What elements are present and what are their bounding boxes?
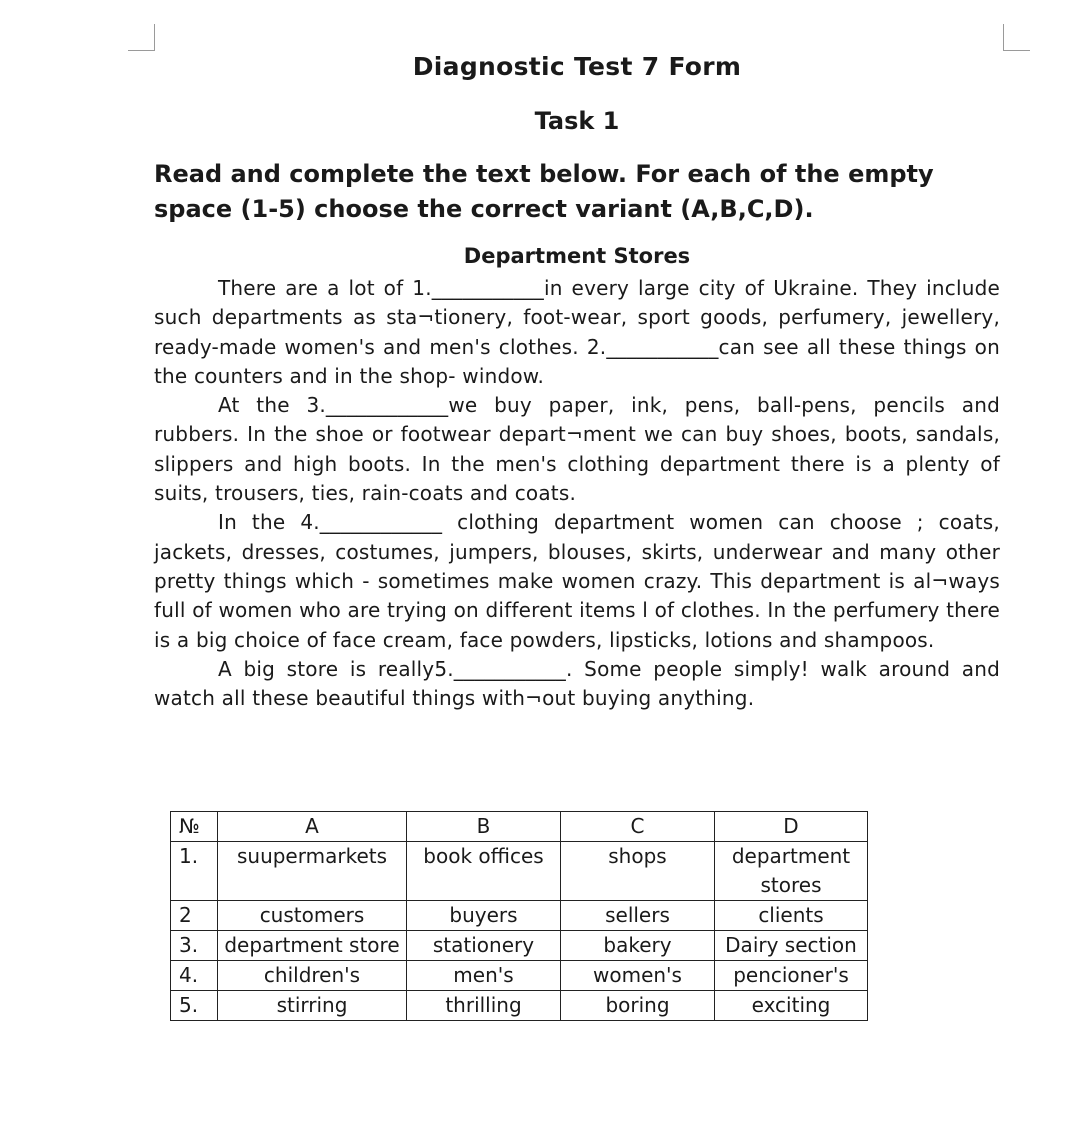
answer-options-table — [170, 811, 868, 1021]
row-number-cell: 4. — [171, 961, 218, 991]
row-number-cell: 3. — [171, 931, 218, 961]
table-cell: suupermarkets — [218, 842, 407, 901]
table-cell: stirring — [218, 991, 407, 1021]
row-number-cell: 1. — [171, 842, 218, 901]
paragraph: A big store is really5.___________. Some people simply! walk around and watch all these beautiful things with¬out buying anything. — [154, 656, 1000, 711]
row-number-cell: 5. — [171, 991, 218, 1021]
table-header-cell: C — [561, 812, 715, 842]
table-cell: bakery — [561, 931, 715, 961]
table-row — [171, 961, 868, 991]
table-cell: sellers — [561, 901, 715, 931]
reading-text — [154, 274, 1000, 713]
document-title: Diagnostic Test 7 Form — [412, 52, 742, 81]
task-instruction: Read and complete the text below. For each of the empty space (1-5) choose the correct variant (A,B,C,D). — [154, 160, 934, 223]
paragraph: There are a lot of 1.___________in every large city of Ukraine. They include such departments as sta¬tionery, foot-wear, sport goods, perfumery, jewellery, ready-made women's and men's clothes. 2.___________can see all these things on the counters and in the shop- window. — [154, 276, 1000, 388]
table-row — [171, 901, 868, 931]
table-cell: buyers — [407, 901, 561, 931]
page-corner-mark-top-left — [128, 24, 155, 51]
table-cell: department stores — [715, 842, 868, 901]
table-header-cell: № — [171, 812, 218, 842]
table-header-row — [171, 812, 868, 842]
paragraph: At the 3.____________we buy paper, ink, pens, ball-pens, pencils and rubbers. In the shoe or footwear depart¬ment we can buy shoes, boots, sandals, slippers and high boots. In the men's clothing department there is a plenty of suits, trousers, ties, rain-coats and coats. — [154, 393, 1000, 506]
table-cell: Dairy section — [715, 931, 868, 961]
table-cell: pencioner's — [715, 961, 868, 991]
table-cell: customers — [218, 901, 407, 931]
table-cell: children's — [218, 961, 407, 991]
table-cell: men's — [407, 961, 561, 991]
table-cell: department store — [218, 931, 407, 961]
row-number-cell: 2 — [171, 901, 218, 931]
table-header-cell: A — [218, 812, 407, 842]
table-cell: clients — [715, 901, 868, 931]
table-header-cell: B — [407, 812, 561, 842]
task-heading: Task 1 — [534, 107, 620, 135]
table-cell: stationery — [407, 931, 561, 961]
table-cell: shops — [561, 842, 715, 901]
table-header-cell: D — [715, 812, 868, 842]
table-row — [171, 842, 868, 901]
page-corner-mark-top-right — [1003, 24, 1030, 51]
table-row — [171, 931, 868, 961]
table-cell: women's — [561, 961, 715, 991]
table-cell: boring — [561, 991, 715, 1021]
table-cell: exciting — [715, 991, 868, 1021]
text-subtitle: Department Stores — [463, 244, 691, 268]
table-row — [171, 991, 868, 1021]
table-cell: book offices — [407, 842, 561, 901]
paragraph: In the 4.____________ clothing department women can choose ; coats, jackets, dresses, costumes, jumpers, blouses, skirts, underwear and many other pretty things which - sometimes make women crazy. This department is al¬ways full of women who are trying on different items l of clothes. In the perfumery there is a big choice of face cream, face powders, lipsticks, lotions and shampoos. — [154, 510, 1000, 652]
table-cell: thrilling — [407, 991, 561, 1021]
